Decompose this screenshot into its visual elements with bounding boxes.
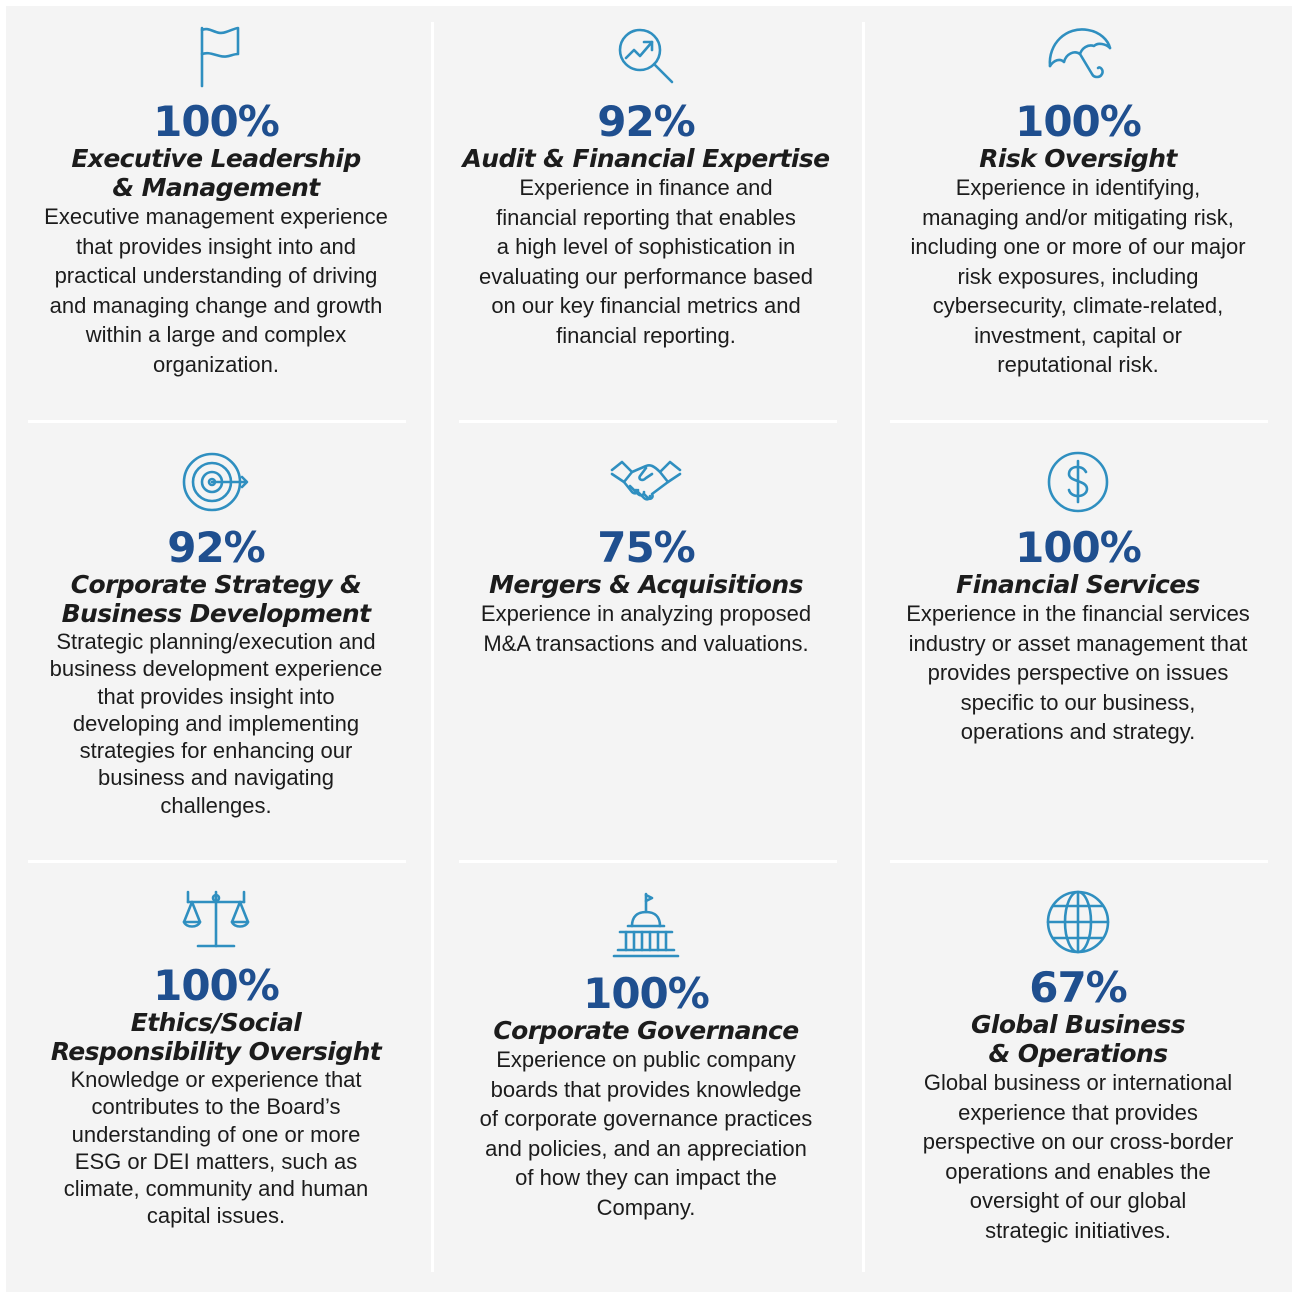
skill-title: Global Business & Operations: [970, 1010, 1186, 1068]
skill-percent: 100%: [1015, 97, 1141, 146]
skill-card-ethics-social: [16, 884, 416, 1230]
skill-description: Strategic planning/execution and business development experience that provides insight into developing and implementing strategies for enhancing our business and navigating challenges.: [49, 629, 383, 818]
skill-title: Risk Oversight: [979, 144, 1177, 173]
row-divider: [459, 860, 837, 863]
skill-description: Global business or international experience that provides perspective on our cross-border operations and enables the oversight of our global strategic initiatives.: [922, 1070, 1234, 1243]
skill-card-risk-oversight: [878, 20, 1278, 380]
row-divider: [890, 860, 1268, 863]
skill-title: Ethics/Social Responsibility Oversight: [50, 1008, 382, 1066]
skill-card-global-business: [878, 884, 1278, 1245]
skill-title: Executive Leadership & Management: [71, 144, 361, 202]
skill-title: Audit & Financial Expertise: [462, 144, 830, 173]
row-divider: [459, 420, 837, 423]
skill-description: Experience in finance and financial reporting that enables a high level of sophistication in evaluating our performance based on our key financial metrics and financial reporting.: [479, 175, 813, 348]
skill-title: Mergers & Acquisitions: [489, 570, 803, 599]
skill-card-audit-financial: [446, 20, 846, 350]
dollar-coin-icon: [1042, 446, 1114, 518]
magnifier-trend-icon: [610, 20, 682, 92]
scales-icon: [180, 884, 252, 956]
skill-percent: 75%: [597, 523, 695, 572]
column-divider: [862, 22, 865, 1272]
skill-card-corporate-strategy: [16, 446, 416, 819]
skill-card-mergers-acquisitions: [446, 446, 846, 658]
skill-title: Corporate Strategy & Business Development: [61, 570, 371, 628]
capitol-building-icon: [610, 892, 682, 964]
handshake-icon: [610, 446, 682, 518]
skill-title: Financial Services: [956, 570, 1200, 599]
flag-icon: [180, 20, 252, 92]
row-divider: [28, 420, 406, 423]
skill-percent: 92%: [597, 97, 695, 146]
umbrella-icon: [1042, 20, 1114, 92]
skill-percent: 100%: [583, 969, 709, 1018]
skill-title: Corporate Governance: [493, 1016, 799, 1045]
skills-matrix-panel: [6, 6, 1292, 1292]
skill-description: Executive management experience that provides insight into and practical understanding of driving and managing change and growth within a large and complex organization.: [44, 204, 388, 377]
skill-percent: 100%: [1015, 523, 1141, 572]
row-divider: [890, 420, 1268, 423]
skill-description: Knowledge or experience that contributes to the Board’s understanding of one or more ESG or DEI matters, such as climate, community and human capital issues.: [63, 1067, 369, 1229]
row-divider: [28, 860, 406, 863]
skill-card-executive-leadership: [16, 20, 416, 379]
skill-description: Experience in analyzing proposed M&A transactions and valuations.: [480, 601, 812, 656]
globe-icon: [1042, 886, 1114, 958]
target-icon: [180, 446, 252, 518]
skill-description: Experience in identifying, managing and/or mitigating risk, including one or more of our major risk exposures, including cybersecurity, climate-related, investment, capital or reputational risk.: [910, 175, 1246, 377]
skill-percent: 92%: [167, 523, 265, 572]
skill-percent: 100%: [153, 961, 279, 1010]
skill-percent: 67%: [1029, 963, 1127, 1012]
skill-description: Experience on public company boards that provides knowledge of corporate governance practices and policies, and an appreciation of how they can impact the Company.: [479, 1047, 813, 1220]
column-divider: [431, 22, 434, 1272]
skill-card-corporate-governance: [446, 886, 846, 1222]
skill-percent: 100%: [153, 97, 279, 146]
skill-description: Experience in the financial services industry or asset management that provides perspective on issues specific to our business, operations and strategy.: [906, 601, 1250, 744]
skill-card-financial-services: [878, 446, 1278, 747]
